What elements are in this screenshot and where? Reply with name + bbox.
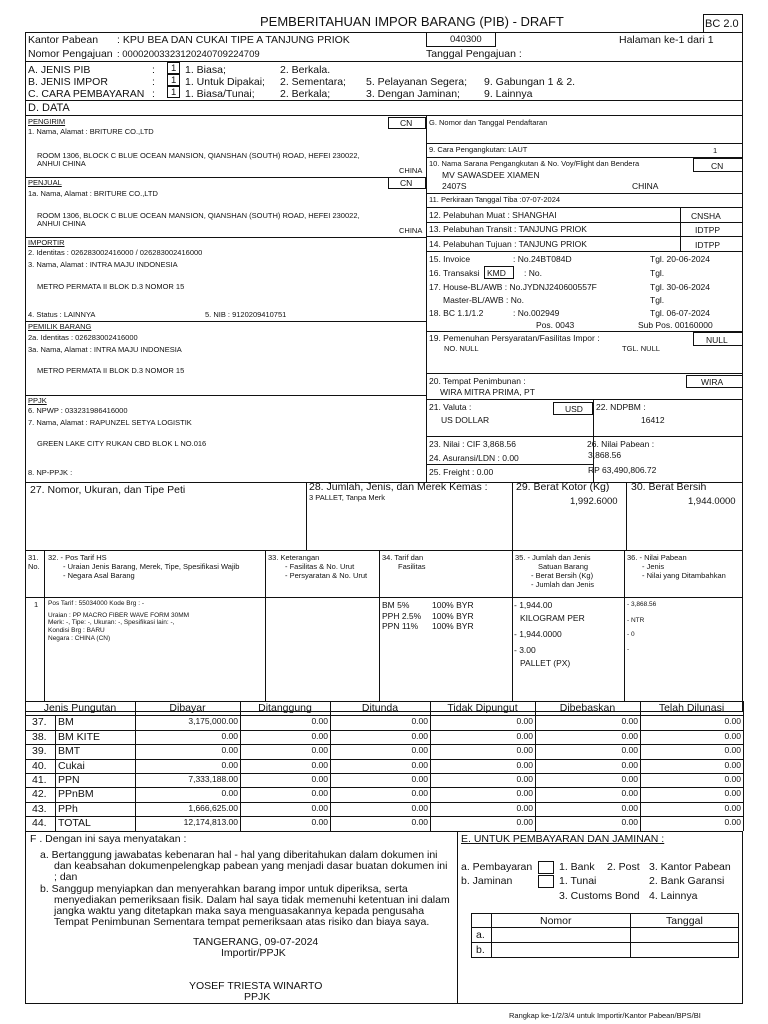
pungutan-cell: 0.00 (311, 716, 328, 726)
ppjk-name: 7. Nama, Alamat : RAPUNZEL SETYA LOGISTIK (28, 418, 192, 427)
importir-status: 4. Status : LAINNYA (28, 310, 96, 319)
pemilik-identitas: 2a. Identitas : 026283002416000 (28, 333, 138, 342)
pungutan-cell: 0.00 (411, 745, 428, 755)
jenis-impor-label: B. JENIS IMPOR (28, 76, 108, 88)
pungutan-cell: 0.00 (311, 774, 328, 784)
pungutan-cell: 0.00 (516, 760, 533, 770)
asuransi: 24. Asuransi/LDN : 0.00 (429, 453, 519, 463)
ppjk-heading: PPJK (28, 396, 47, 405)
pungutan-cell: 0.00 (516, 745, 533, 755)
kantor-label: Kantor Pabean (28, 34, 99, 46)
pungutan-cell: 0.00 (311, 745, 328, 755)
invoice-date: Tgl. 20-06-2024 (650, 254, 711, 264)
pemilik-address: METRO PERMATA II BLOK D.3 NOMOR 15 (37, 366, 185, 375)
transaksi-number: : No. (524, 268, 542, 278)
pungutan-cell: 0.00 (411, 716, 428, 726)
pungutan-cell: 0.00 (621, 731, 638, 741)
pungutan-cell: 0.00 (724, 716, 741, 726)
signature-role: Importir/PPJK (221, 947, 286, 959)
e-heading: E. UNTUK PEMBAYARAN DAN JAMINAN : (461, 833, 665, 845)
invoice-label: 15. Invoice (429, 254, 471, 264)
pungutan-cell: 0.00 (724, 745, 741, 755)
pemenuhan-number: NO. NULL (444, 344, 479, 353)
ppjk-npwp: 6. NPWP : 033231986416000 (28, 406, 128, 415)
pungutan-cell: 12,174,813.00 (183, 817, 238, 827)
pungutan-cell: 0.00 (621, 803, 638, 813)
house-bl: 17. House-BL/AWB : No.JYDNJ240600557F (429, 282, 597, 292)
tempat-penimbunan-name: WIRA MITRA PRIMA, PT (440, 387, 535, 397)
pungutan-cell: 0.00 (724, 788, 741, 798)
valuta-name: US DOLLAR (441, 415, 490, 425)
penjual-country: CHINA (399, 226, 423, 235)
bc11-date: Tgl. 06-07-2024 (650, 308, 711, 318)
pungutan-cell: 0.00 (516, 803, 533, 813)
pungutan-row-number: 41. (32, 774, 47, 786)
signature-place-date: TANGERANG, 09-07-2024 (193, 936, 319, 948)
pungutan-cell: 0.00 (516, 731, 533, 741)
jenis-pib-value: 1 (171, 63, 177, 74)
sarana-flag-code: CN (711, 161, 724, 171)
pungutan-cell: 0.00 (311, 817, 328, 827)
ndpbm-label: 22. NDPBM : (596, 402, 646, 412)
nilai-pabean-label: 26. Nilai Pabean : (587, 439, 655, 449)
pungutan-cell: 0.00 (621, 745, 638, 755)
jumlah-kemas: 3 PALLET, Tanpa Merk (309, 493, 386, 502)
pungutan-cell: 0.00 (724, 803, 741, 813)
importir-heading: IMPORTIR (28, 238, 65, 247)
pungutan-cell: 3,175,000.00 (188, 716, 238, 726)
jaminan-label: b. Jaminan (461, 875, 513, 887)
pungutan-row-name: BM (58, 716, 74, 728)
pungutan-header: Tidak Dipungut (447, 702, 518, 714)
kantor-code: 040300 (450, 34, 482, 45)
importir-identitas: 2. Identitas : 026283002416000 / 026283002416000 (28, 248, 203, 257)
importir-address: METRO PERMATA II BLOK D.3 NOMOR 15 (37, 282, 185, 291)
g-pendaftaran: G. Nomor dan Tanggal Pendaftaran (429, 118, 548, 127)
importir-nib: 5. NIB : 9120209410751 (205, 310, 287, 319)
pungutan-row-number: 37. (32, 716, 47, 728)
master-bl-date: Tgl. (650, 295, 665, 305)
item-number: 1 (34, 600, 39, 609)
pungutan-row-name: BMT (58, 745, 81, 757)
pungutan-cell: 0.00 (311, 788, 328, 798)
pelabuhan-transit-code: IDTPP (695, 225, 721, 235)
pungutan-cell: 0.00 (621, 760, 638, 770)
pungutan-cell: 0.00 (724, 817, 741, 827)
ppjk-address: GREEN LAKE CITY RUKAN CBD BLOK L NO.016 (37, 439, 207, 448)
sarana-flag: CHINA (632, 181, 659, 191)
pungutan-row-number: 44. (32, 817, 47, 829)
pemenuhan-label: 19. Pemenuhan Persyaratan/Fasilitas Impor : (429, 333, 600, 343)
pelabuhan-muat: 12. Pelabuhan Muat : SHANGHAI (429, 210, 557, 220)
pungutan-row-name: PPh (58, 803, 78, 815)
cara-pembayaran-value: 1 (171, 87, 177, 98)
sarana-name: MV SAWASDEE XIAMEN (442, 170, 540, 180)
tempat-penimbunan-label: 20. Tempat Penimbunan : (429, 376, 526, 386)
sarana-label: 10. Nama Sarana Pengangkutan & No. Voy/Flight dan Bendera (429, 159, 640, 168)
pungutan-cell: 0.00 (311, 731, 328, 741)
transaksi-code: KMD (487, 268, 506, 278)
pungutan-header: Jenis Pungutan (43, 702, 117, 714)
pungutan-cell: 0.00 (221, 745, 238, 755)
pungutan-cell: 0.00 (221, 788, 238, 798)
pungutan-row-number: 39. (32, 745, 47, 757)
pungutan-header: Dibayar (169, 702, 206, 714)
pemenuhan-date: TGL. NULL (622, 344, 660, 353)
pungutan-cell: 0.00 (411, 817, 428, 827)
item-merk: Merk: -, Tipe: -, Ukuran: -, Spesifikasi lain: -, (48, 619, 175, 626)
bc11-number: : No.002949 (513, 308, 560, 318)
pungutan-header: Ditunda (361, 702, 399, 714)
pungutan-cell: 0.00 (411, 774, 428, 784)
bc11-pos: Pos. 0043 (536, 320, 575, 330)
bc11-label: 18. BC 1.1/1.2 (429, 308, 484, 318)
signer-name: YOSEF TRIESTA WINARTO (189, 980, 323, 992)
pungutan-cell: 0.00 (724, 731, 741, 741)
cara-pembayaran-label: C. CARA PEMBAYARAN (28, 88, 145, 100)
pungutan-cell: 1,666,625.00 (188, 803, 238, 813)
pungutan-row-name: PPnBM (58, 788, 94, 800)
pungutan-row-number: 42. (32, 788, 47, 800)
pungutan-cell: 0.00 (411, 731, 428, 741)
penjual-country-code: CN (400, 178, 413, 188)
pungutan-header: Telah Dilunasi (658, 702, 725, 714)
pungutan-cell: 0.00 (621, 774, 638, 784)
pungutan-row-name: PPN (58, 774, 80, 786)
cara-pengangkutan: 9. Cara Pengangkutan: LAUT (429, 145, 528, 154)
valuta-label: 21. Valuta : (429, 402, 472, 412)
berat-bersih: 1,944.0000 (688, 496, 736, 507)
pungutan-header: Ditanggung (258, 702, 312, 714)
pelabuhan-transit: 13. Pelabuhan Transit : TANJUNG PRIOK (429, 224, 587, 234)
penjual-name: 1a. Nama, Alamat : BRITURE CO.,LTD (28, 189, 158, 198)
pelabuhan-muat-code: CNSHA (691, 211, 721, 221)
document-title: PEMBERITAHUAN IMPOR BARANG (PIB) - DRAFT (260, 14, 564, 29)
pembayaran-label: a. Pembayaran (461, 861, 533, 873)
nilai-pabean-usd: 3,868.56 (588, 450, 622, 460)
rangkap-note: Rangkap ke-1/2/3/4 untuk Importir/Kantor Pabean/BPS/BI (509, 1011, 701, 1020)
pungutan-cell: 0.00 (621, 716, 638, 726)
ndpbm-value: 16412 (641, 415, 665, 425)
master-bl: Master-BL/AWB : No. (443, 295, 524, 305)
perkiraan-tiba: 11. Perkiraan Tanggal Tiba :07-07-2024 (429, 195, 561, 204)
pungutan-row-number: 43. (32, 803, 47, 815)
nomor-label: Nomor Pengajuan (28, 48, 113, 60)
form-code: BC 2.0 (705, 18, 739, 30)
pungutan-row-name: BM KITE (58, 731, 101, 743)
item-kondisi: Kondisi Brg : BARU (48, 627, 105, 634)
item-pos-tarif: Pos Tarif : 55034000 Kode Brg : - (48, 600, 144, 607)
transaksi-date: Tgl. (650, 268, 665, 278)
importir-name: 3. Nama, Alamat : INTRA MAJU INDONESIA (28, 260, 178, 269)
pemilik-heading: PEMILIK BARANG (28, 322, 92, 331)
pungutan-cell: 0.00 (221, 760, 238, 770)
kantor-value: : KPU BEA DAN CUKAI TIPE A TANJUNG PRIOK (117, 34, 350, 46)
pungutan-cell: 0.00 (621, 788, 638, 798)
berat-kotor: 1,992.6000 (570, 496, 618, 507)
tanggal-pengajuan: Tanggal Pengajuan : (426, 48, 522, 60)
pengirim-country-code: CN (400, 118, 413, 128)
nomor-value: : 000020033231202407092247​09 (117, 49, 260, 60)
pungutan-cell: 0.00 (411, 788, 428, 798)
freight: 25. Freight : 0.00 (429, 467, 494, 477)
nilai-cif: 23. Nilai : CIF 3,868.56 (429, 439, 516, 449)
sarana-voyage: 2407S (442, 181, 467, 191)
pembayaran-checkbox[interactable] (538, 861, 554, 874)
pungutan-row-name: Cukai (58, 760, 85, 772)
pungutan-cell: 0.00 (724, 774, 741, 784)
house-bl-date: Tgl. 30-06-2024 (650, 282, 711, 292)
pungutan-cell: 0.00 (221, 731, 238, 741)
pungutan-cell: 0.00 (724, 760, 741, 770)
pengirim-country: CHINA (399, 166, 423, 175)
valuta-code: USD (565, 404, 583, 414)
data-section-label: D. DATA (28, 102, 70, 114)
pungutan-row-number: 38. (32, 731, 47, 743)
nilai-pabean-rp: RP 63,490,806.72 (588, 465, 657, 475)
pemilik-name: 3a. Nama, Alamat : INTRA MAJU INDONESIA (28, 345, 182, 354)
pengirim-heading: PENGIRIM (28, 117, 66, 126)
pungutan-cell: 0.00 (311, 760, 328, 770)
jenis-impor-value: 1 (171, 75, 177, 86)
pungutan-cell: 0.00 (411, 803, 428, 813)
bc11-subpos: Sub Pos. 00160000 (638, 320, 713, 330)
pungutan-cell: 0.00 (516, 716, 533, 726)
h29: 29. Berat Kotor (Kg) (516, 481, 610, 493)
halaman: Halaman ke-1 dari 1 (619, 34, 714, 46)
jenis-pib-label: A. JENIS PIB (28, 64, 91, 76)
pungutan-cell: 0.00 (516, 817, 533, 827)
pungutan-cell: 0.00 (621, 817, 638, 827)
pungutan-row-number: 40. (32, 760, 47, 772)
tempat-penimbunan-code: WIRA (701, 377, 724, 387)
penjual-heading: PENJUAL (28, 178, 62, 187)
h30: 30. Berat Bersih (631, 481, 707, 493)
cara-pengangkutan-code: 1 (713, 146, 718, 155)
h28: 28. Jumlah, Jenis, dan Merek Kemas : (309, 481, 488, 493)
pungutan-cell: 0.00 (516, 788, 533, 798)
pungutan-header: Dibebaskan (559, 702, 616, 714)
item-uraian: Uraian : PP MACRO FIBER WAVE FORM 30MM (48, 612, 190, 619)
pungutan-cell: 7,333,188.00 (188, 774, 238, 784)
pungutan-cell: 0.00 (411, 760, 428, 770)
signer-role: PPJK (244, 991, 271, 1003)
pungutan-row-name: TOTAL (58, 817, 91, 829)
invoice-number: : No.24BT084D (513, 254, 572, 264)
transaksi-label: 16. Transaksi (429, 268, 480, 278)
pelabuhan-tujuan-code: IDTPP (695, 240, 721, 250)
pungutan-cell: 0.00 (311, 803, 328, 813)
jaminan-checkbox[interactable] (538, 875, 554, 888)
pungutan-cell: 0.00 (516, 774, 533, 784)
pengirim-name: 1. Nama, Alamat : BRITURE CO.,LTD (28, 127, 154, 136)
pelabuhan-tujuan: 14. Pelabuhan Tujuan : TANJUNG PRIOK (429, 239, 587, 249)
h27: 27. Nomor, Ukuran, dan Tipe Peti (30, 484, 186, 496)
item-negara: Negara : CHINA (CN) (48, 635, 111, 642)
pemenuhan-null: NULL (706, 335, 728, 345)
f-heading: F . Dengan ini saya menyatakan : (30, 833, 187, 845)
np-ppjk: 8. NP-PPJK : (28, 468, 73, 477)
